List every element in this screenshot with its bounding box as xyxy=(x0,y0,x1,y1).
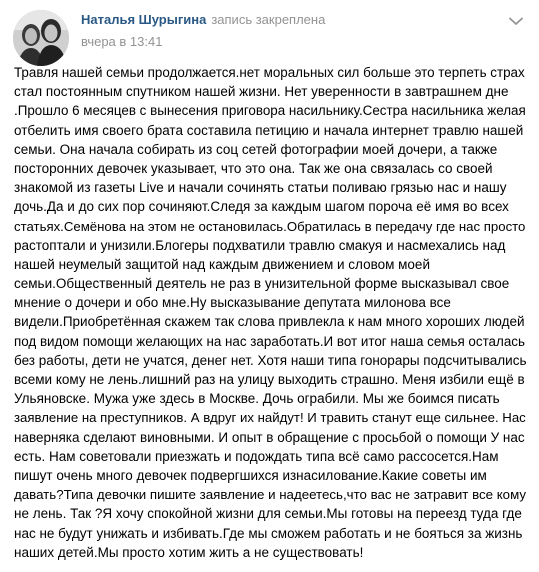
post-text-line: есть. Нам советовали приезжать и подождать типа всё само рассосется.Нам xyxy=(14,448,499,464)
post-text-line: нас не будут унижать и избивать.Где мы сможем работать и не бояться за жизнь xyxy=(14,525,523,541)
post-text-line: знакомой из газеты Live и начали сочинять статьи поливаю грязью нас и нашу xyxy=(14,180,507,196)
avatar-photo xyxy=(13,10,69,66)
post-text-line: наших детей.Мы просто хотим жить а не существовать! xyxy=(14,544,364,560)
avatar[interactable] xyxy=(13,10,69,66)
post-text-line: давать?Типа девочки пишите заявление и надеетесь,что вас не затравит все кому xyxy=(14,487,527,503)
post-text-line: наверняка сделают виновными. И опыт в обращение с просьбой о помощи У нас xyxy=(14,429,525,445)
post-text-line: мнение о дочери и обо мне.Ну высказывание депутата милонова все xyxy=(14,295,451,311)
post-text-line: семьи.Общественный деятель не раз в унизительной форме высказывал свое xyxy=(14,276,510,292)
post-text-line: всеми кому не лень.лишний раз на улицу выходить страшно. Меня избили ещё в xyxy=(14,372,525,387)
post-header xyxy=(81,12,325,28)
post-text-line: статьях.Семёнова на этом не остановилась.Обратилась в передачу где нас просто xyxy=(14,218,526,234)
post-text-line: дочь.Да и до сих пор сочиняют.Следя за каждым шагом пороча её имя во всех xyxy=(14,199,509,215)
author-name-link[interactable]: Наталья Шурыгина xyxy=(81,12,207,27)
post-text-line: стал постоянным спутником нашей жизни. Нет уверенности в завтрашнем дне xyxy=(14,84,509,100)
post-text-line: посторонних девочек указывает, что это она. Так же она связалась со своей xyxy=(14,160,493,176)
post-text-line: не лень. Так ?Я хочу спокойной жизни для семьи.Мы готовы на переезд туда где xyxy=(14,506,522,522)
post-text xyxy=(14,63,528,562)
post-text-line: видели.Приобретённая скажем так слова привлекла к нам много хороших людей xyxy=(14,314,525,330)
post-text-line: отбелить имя своего брата составила петицию и начала интернет травлю нашей xyxy=(14,122,524,138)
pinned-note: запись закреплена xyxy=(211,12,326,27)
post-text-line: .Прошло 6 месяцев с вынесения приговора насильнику.Сестра насильника желая xyxy=(14,103,526,119)
post-date-link[interactable]: вчера в 13:41 xyxy=(81,34,163,49)
post-text-line: нашей неумелый защитой над каждым движением и словом моей xyxy=(14,256,430,272)
post-text-line: под видом помощи желающих на нас заработать.И вот итог наша семья осталась xyxy=(14,333,525,349)
post-text-line: без работы, дети не учатся, денег нет. Хотя наши типа гонорары подсчитывались xyxy=(14,352,527,368)
chevron-down-icon[interactable] xyxy=(507,14,525,28)
post-text-line: растоптали и унизили.Блогеры подхватили травлю смакуя и насмехались над xyxy=(14,237,506,253)
post-text-line: заявление на преступников. А вдруг их найдут! И травить станут еще сильнее. Нас xyxy=(14,410,526,426)
post-text-line: семьи. Она начала собирать из соц сетей фотографии моей дочери, а также xyxy=(14,141,498,157)
post-text-line: Травля нашей семьи продолжается.нет моральных сил больше это терпеть страх xyxy=(14,65,525,80)
chevron-down-icon-shape xyxy=(507,14,525,28)
post-text-line: пишут очень много девочек подвергшихся изнасилование.Какие советы им xyxy=(14,467,487,483)
post-text-line: Ульяновске. Мужа уже здесь в Москве. Дочь ограбили. Мы же боимся писать xyxy=(14,391,500,407)
